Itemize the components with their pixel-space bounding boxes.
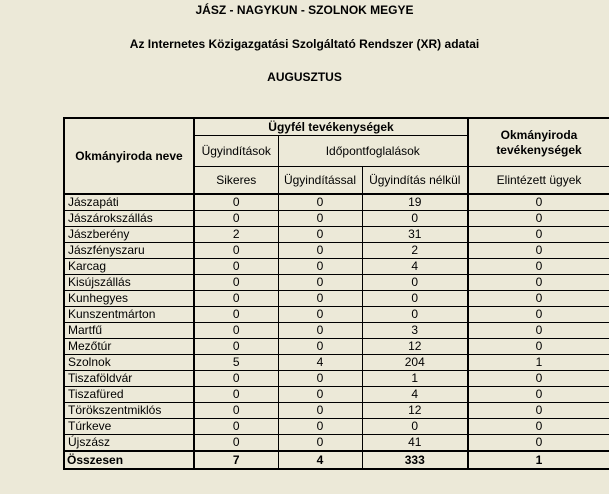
successful-initiations-cell: 0 [194,211,278,227]
header-without-initiation: Ügyindítás nélkül [362,167,468,195]
completed-cases-cell: 0 [468,339,609,355]
appointments-with-initiation-cell: 0 [278,339,362,355]
appointments-without-initiation-cell: 0 [362,291,468,307]
table-row [64,403,609,419]
appointments-without-initiation-cell: 0 [362,307,468,323]
appointments-without-initiation-cell: 204 [362,355,468,371]
office-name-cell: Martfű [64,323,194,339]
successful-initiations-cell: 0 [194,243,278,259]
header-successful: Sikeres [194,167,278,195]
successful-initiations-cell: 2 [194,227,278,243]
completed-cases-cell: 0 [468,291,609,307]
table-row [64,371,609,387]
table-row [64,387,609,403]
appointments-with-initiation-cell: 4 [278,355,362,371]
office-name-cell: Jászapáti [64,194,194,211]
appointments-with-initiation-cell: 0 [278,387,362,403]
appointments-without-initiation-cell: 0 [362,211,468,227]
completed-cases-cell: 0 [468,243,609,259]
header-office-activities [468,118,609,167]
successful-initiations-cell: 0 [194,387,278,403]
table-row [64,211,609,227]
appointments-without-initiation-cell: 12 [362,403,468,419]
table-row [64,194,609,211]
completed-cases-cell: 0 [468,194,609,211]
appointments-without-initiation-cell: 31 [362,227,468,243]
total-successful-initiations-cell: 7 [194,451,278,469]
office-name-cell: Jászárokszállás [64,211,194,227]
office-name-cell: Mezőtúr [64,339,194,355]
appointments-without-initiation-cell: 0 [362,275,468,291]
appointments-without-initiation-cell: 1 [362,371,468,387]
completed-cases-cell: 0 [468,307,609,323]
completed-cases-cell: 0 [468,435,609,452]
completed-cases-cell: 0 [468,259,609,275]
table-row [64,227,609,243]
table-row [64,291,609,307]
office-name-cell: Kunszentmárton [64,307,194,323]
appointments-without-initiation-cell: 4 [362,387,468,403]
appointments-without-initiation-cell: 0 [362,419,468,435]
completed-cases-cell: 0 [468,275,609,291]
appointments-with-initiation-cell: 0 [278,275,362,291]
successful-initiations-cell: 0 [194,435,278,452]
successful-initiations-cell: 0 [194,291,278,307]
appointments-without-initiation-cell: 4 [362,259,468,275]
office-name-cell: Törökszentmiklós [64,403,194,419]
table-row [64,259,609,275]
header-with-initiation: Ügyindítással [278,167,362,195]
successful-initiations-cell: 5 [194,355,278,371]
table-row [64,323,609,339]
office-name-cell: Karcag [64,259,194,275]
statistics-table [63,117,609,470]
total-label-cell: Összesen [64,451,194,469]
table-row [64,243,609,259]
successful-initiations-cell: 0 [194,419,278,435]
table-row [64,307,609,323]
appointments-with-initiation-cell: 0 [278,291,362,307]
completed-cases-cell: 0 [468,371,609,387]
successful-initiations-cell: 0 [194,307,278,323]
appointments-with-initiation-cell: 0 [278,194,362,211]
successful-initiations-cell: 0 [194,371,278,387]
header-completed-cases: Elintézett ügyek [468,167,609,195]
appointments-with-initiation-cell: 0 [278,211,362,227]
total-appointments-without-initiation-cell: 333 [362,451,468,469]
total-completed-cases-cell: 1 [468,451,609,469]
appointments-without-initiation-cell: 19 [362,194,468,211]
successful-initiations-cell: 0 [194,339,278,355]
header-initiations: Ügyindítások [194,136,278,167]
appointments-without-initiation-cell: 12 [362,339,468,355]
appointments-with-initiation-cell: 0 [278,403,362,419]
completed-cases-cell: 0 [468,323,609,339]
table-row [64,419,609,435]
table-row [64,355,609,371]
completed-cases-cell: 0 [468,419,609,435]
completed-cases-cell: 1 [468,355,609,371]
month-title: AUGUSZTUS [267,70,342,84]
header-office-name: Okmányiroda neve [64,118,194,194]
table-row [64,275,609,291]
report-subtitle: Az Internetes Közigazgatási Szolgáltató Rendszer (XR) adatai [129,37,480,51]
header-client-activities: Ügyfél tevékenységek [194,118,468,136]
office-name-cell: Jászfényszaru [64,243,194,259]
appointments-with-initiation-cell: 0 [278,227,362,243]
office-name-cell: Jászberény [64,227,194,243]
county-title: JÁSZ - NAGYKUN - SZOLNOK MEGYE [195,3,414,17]
office-name-cell: Újszász [64,435,194,452]
header-office-activities-line2: tevékenységek [496,142,582,157]
successful-initiations-cell: 0 [194,194,278,211]
completed-cases-cell: 0 [468,387,609,403]
office-name-cell: Tiszafüred [64,387,194,403]
total-appointments-with-initiation-cell: 4 [278,451,362,469]
total-row [64,451,609,469]
appointments-with-initiation-cell: 0 [278,307,362,323]
office-name-cell: Kunhegyes [64,291,194,307]
successful-initiations-cell: 0 [194,259,278,275]
header-office-activities-line1: Okmányiroda [500,127,578,142]
successful-initiations-cell: 0 [194,323,278,339]
completed-cases-cell: 0 [468,211,609,227]
appointments-with-initiation-cell: 0 [278,371,362,387]
office-name-cell: Szolnok [64,355,194,371]
office-name-cell: Túrkeve [64,419,194,435]
appointments-with-initiation-cell: 0 [278,435,362,452]
table-row [64,339,609,355]
appointments-with-initiation-cell: 0 [278,323,362,339]
completed-cases-cell: 0 [468,403,609,419]
appointments-without-initiation-cell: 2 [362,243,468,259]
appointments-with-initiation-cell: 0 [278,243,362,259]
appointments-with-initiation-cell: 0 [278,259,362,275]
successful-initiations-cell: 0 [194,403,278,419]
appointments-without-initiation-cell: 41 [362,435,468,452]
office-name-cell: Kisújszállás [64,275,194,291]
appointments-without-initiation-cell: 3 [362,323,468,339]
successful-initiations-cell: 0 [194,275,278,291]
completed-cases-cell: 0 [468,227,609,243]
appointments-with-initiation-cell: 0 [278,419,362,435]
header-appointments: Időpontfoglalások [278,136,468,167]
office-name-cell: Tiszaföldvár [64,371,194,387]
table-row [64,435,609,452]
